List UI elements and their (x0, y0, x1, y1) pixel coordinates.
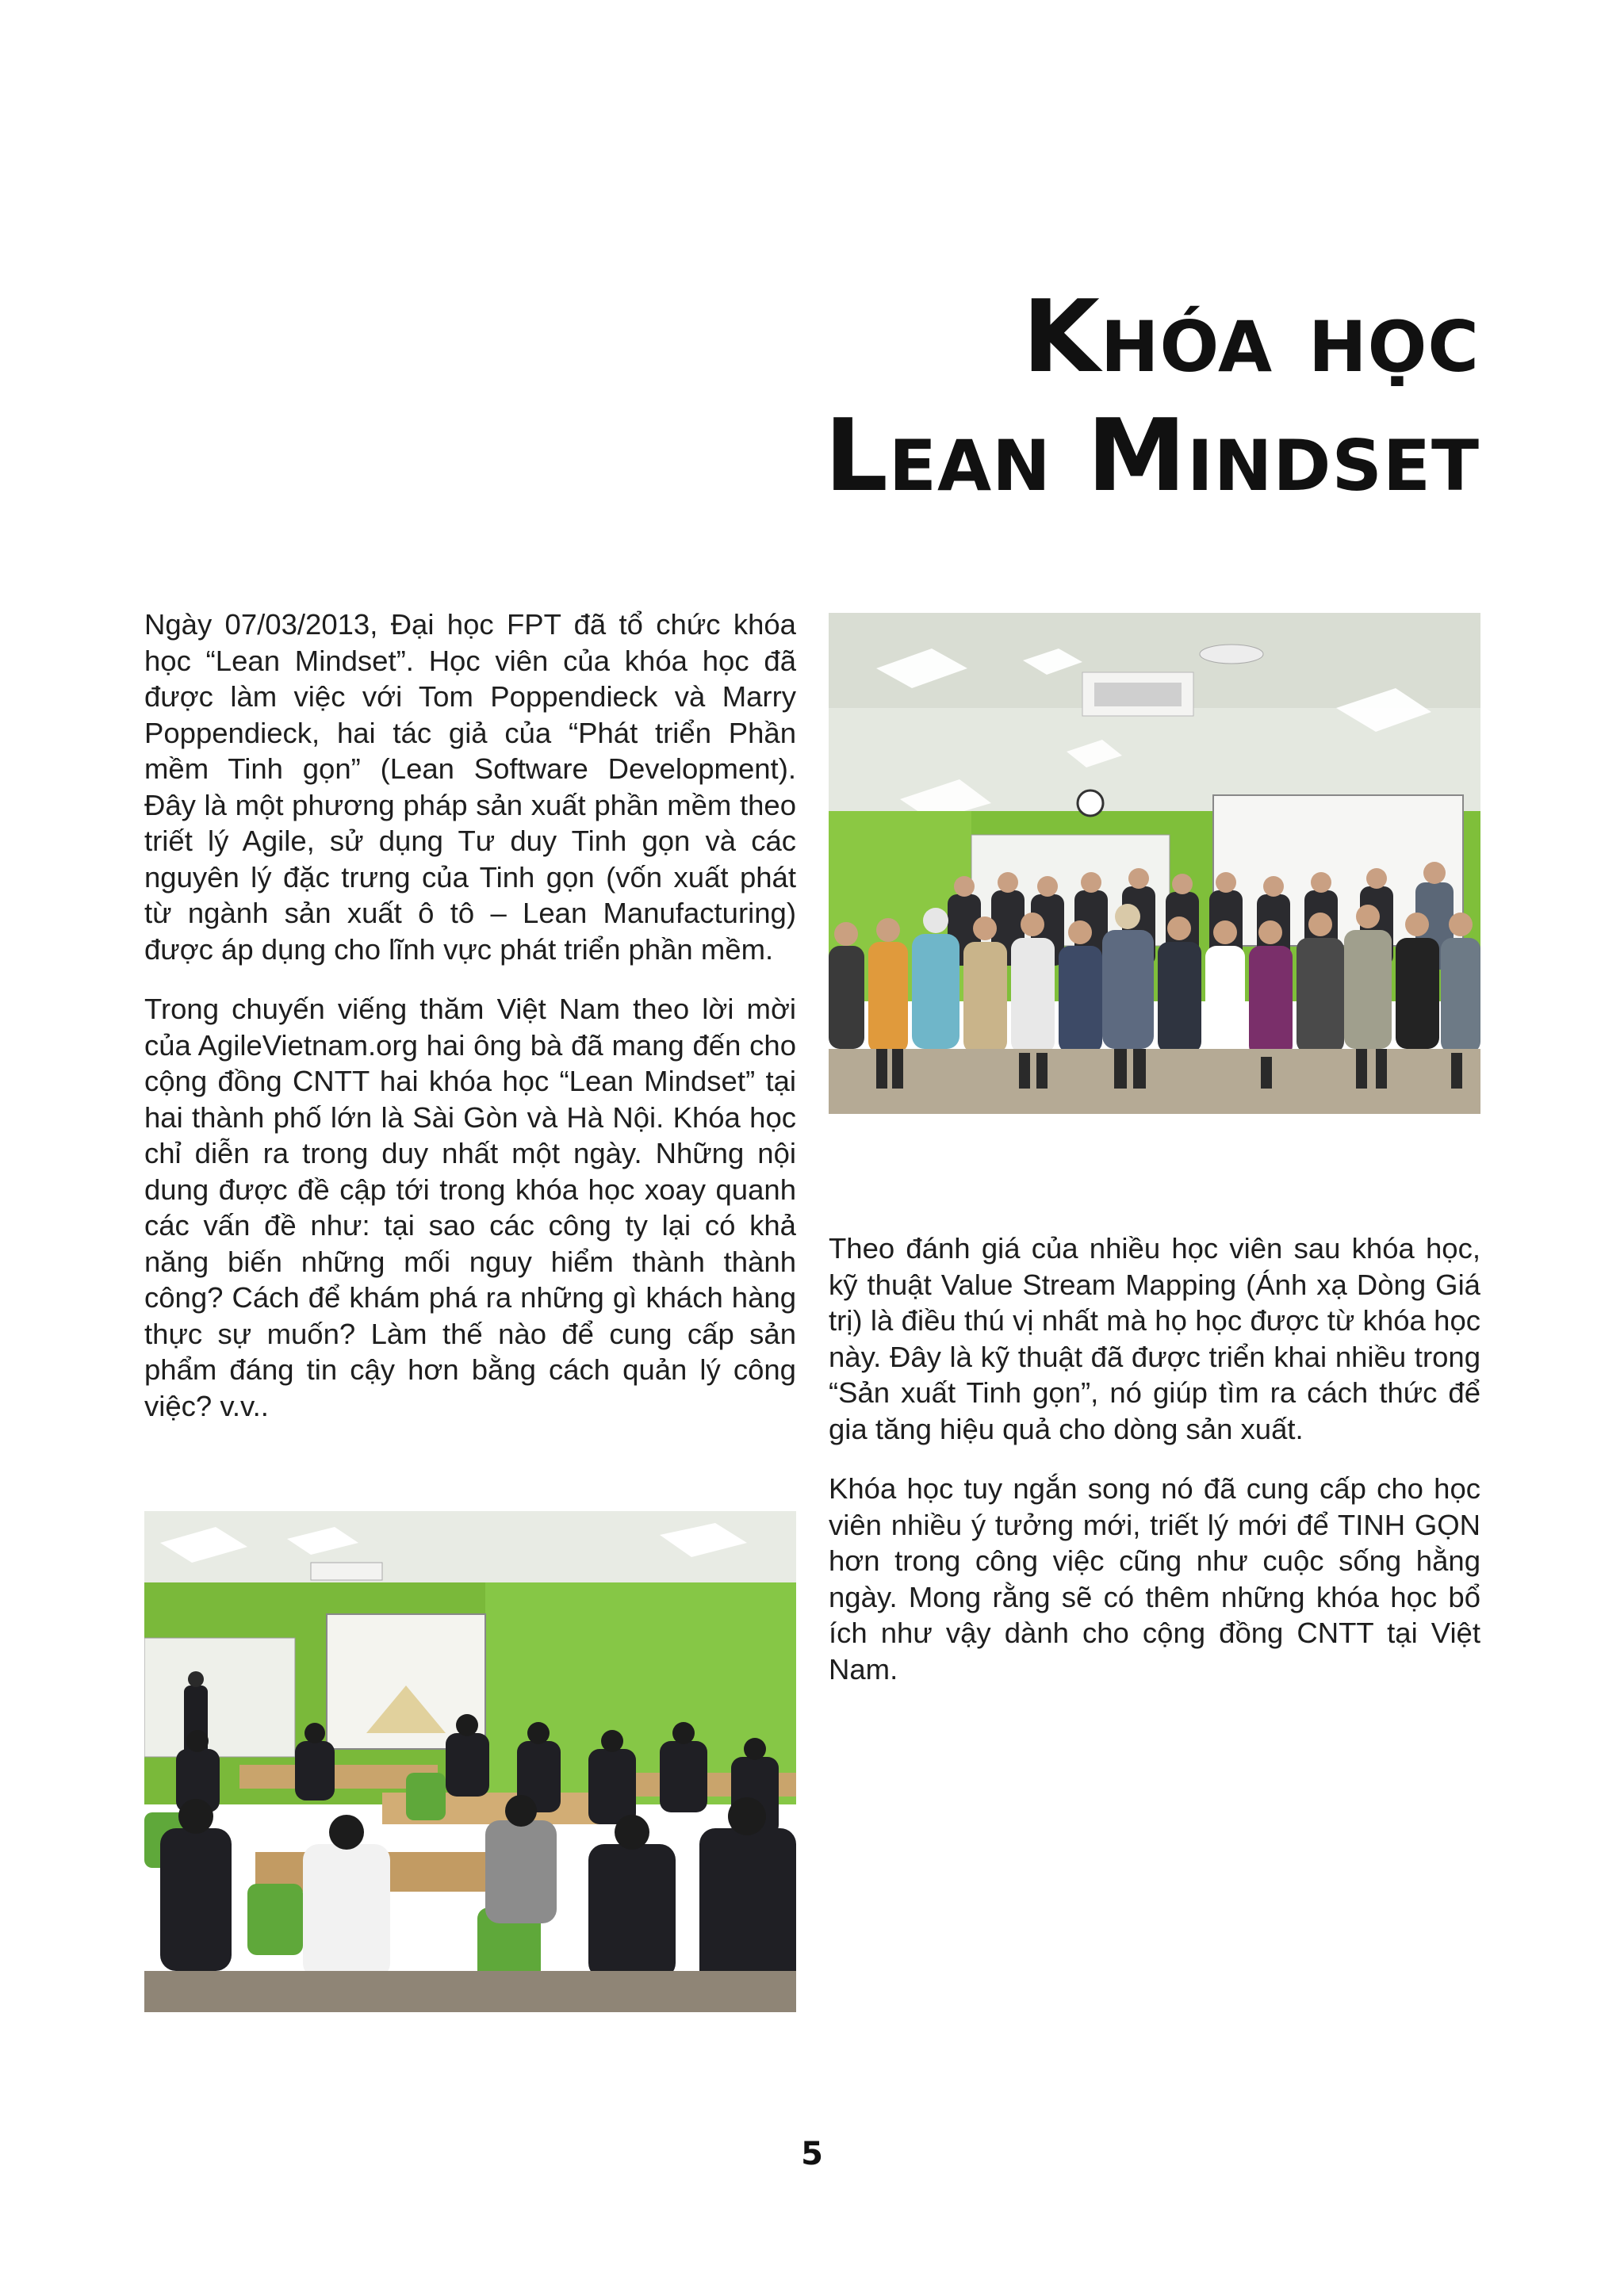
paragraph-intro: Ngày 07/03/2013, Đại học FPT đã tổ chức khóa học “Lean Mindset”. Học viên của khóa học đã được làm việc với Tom Poppendieck và Marry Poppendieck, hai tác giả của “Phát triển Phần mềm Tinh gọn” (Lean Software Development). Đây là một phương pháp sản xuất phần mềm theo triết lý Agile, sử dụng Tư duy Tinh gọn và các nguyên lý đặc trưng của Tinh gọn (vốn xuất phát từ ngành sản xuất ô tô – Lean Manufacturing) được áp dụng cho lĩnh vực phát triển phần mềm. (144, 608, 796, 966)
page-title (825, 277, 1480, 515)
right-column-text (829, 1230, 1480, 1687)
paragraph-vsm: Theo đánh giá của nhiều học viên sau khóa học, kỹ thuật Value Stream Mapping (Ánh xạ Dòng Giá trị) là điều thú vị nhất mà họ học được từ khóa học này. Đây là kỹ thuật đã được triển khai nhiều trong “Sản xuất Tinh gọn”, nó giúp tìm ra cách thức để gia tăng hiệu quả cho dòng sản xuất. (829, 1232, 1480, 1445)
group-photo-image (829, 613, 1480, 1114)
page-number: 5 (801, 2136, 823, 2172)
group-photo (829, 613, 1480, 1114)
title-line-1: Khóa học (1022, 278, 1480, 395)
paragraph-conclusion: Khóa học tuy ngắn song nó đã cung cấp cho học viên nhiều ý tưởng mới, triết lý mới để TINH GỌN hơn trong công việc cũng như cuộc sống hằng ngày. Mong rằng sẽ có thêm những khóa học bổ ích như vậy dành cho cộng đồng CNTT tại Việt Nam. (829, 1472, 1480, 1686)
classroom-photo-image (144, 1511, 796, 2012)
title-line-2: Lean Mindset (824, 397, 1480, 514)
left-column-text (144, 607, 796, 1424)
paragraph-visit: Trong chuyến viếng thăm Việt Nam theo lời mời của AgileVietnam.org hai ông bà đã mang đến cho cộng đồng CNTT hai khóa học “Lean Mindset” tại hai thành phố lớn là Sài Gòn và Hà Nội. Khóa học chỉ diễn ra trong duy nhất một ngày. Những nội dung được đề cập tới trong khóa học xoay quanh các vấn đề như: tại sao các công ty lại có khả năng biến những mối nguy hiểm thành thành công? Cách để khám phá ra những gì khách hàng thực sự muốn? Làm thế nào để cung cấp sản phẩm đáng tin cậy hơn bằng cách quản lý công việc? v.v.. (144, 993, 796, 1422)
classroom-photo (144, 1511, 796, 2012)
